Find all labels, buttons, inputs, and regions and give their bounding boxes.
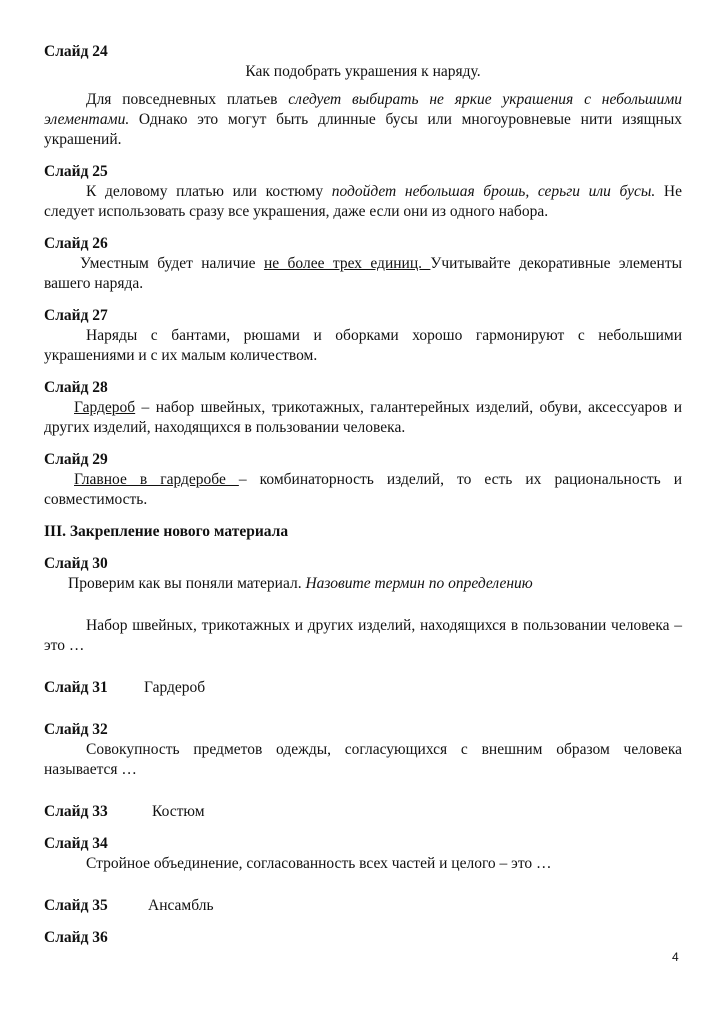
slide-30-heading: Слайд 30 bbox=[44, 555, 108, 572]
slide-28-text: Гардероб – набор швейных, трикотажных, галантерейных изделий, обуви, аксессуаров и других изделий, находящихся в пользовании человека. bbox=[44, 399, 682, 436]
slide-29-text: Главное в гардеробе – комбинаторность изделий, то есть их рациональность и совместимость. bbox=[44, 471, 683, 508]
slide-35-row bbox=[44, 896, 682, 916]
slide-25-emphasis: подойдет небольшая брошь, серьги или бусы. bbox=[331, 183, 656, 200]
slide-29-term: Главное в гардеробе bbox=[74, 471, 239, 488]
slide-28-heading: Слайд 28 bbox=[44, 379, 108, 396]
slide-32-heading: Слайд 32 bbox=[44, 721, 108, 738]
slide-31-heading: Слайд 31 bbox=[44, 679, 108, 696]
slide-24-heading: Слайд 24 bbox=[44, 43, 108, 60]
document-page bbox=[44, 42, 682, 948]
slide-36-heading: Слайд 36 bbox=[44, 929, 108, 946]
slide-25-text: К деловому платью или костюму подойдет небольшая брошь, серьги или бусы. Не следует использовать сразу все украшения, даже если они из одного набора. bbox=[44, 183, 682, 220]
slide-35-answer: Ансамбль bbox=[148, 897, 214, 914]
slide-33-answer: Костюм bbox=[152, 803, 205, 820]
slide-26-text: Уместным будет наличие не более трех единиц. Учитывайте декоративные элементы вашего наряда. bbox=[44, 255, 683, 292]
slide-26-underlined: не более трех единиц. bbox=[263, 255, 431, 272]
slide-30-emphasis: Назовите термин по определению bbox=[305, 575, 533, 592]
page-number: 4 bbox=[672, 950, 679, 964]
slide-33-heading: Слайд 33 bbox=[44, 803, 108, 820]
slide-32-question: Совокупность предметов одежды, согласующихся с внешним образом человека называется … bbox=[44, 741, 682, 778]
slide-27-text: Наряды с бантами, рюшами и оборками хорошо гармонируют с небольшими украшениями и с их малым количеством. bbox=[44, 327, 682, 364]
slide-30-text: Проверим как вы поняли материал. Назовите термин по определению bbox=[68, 575, 533, 592]
slide-26-heading: Слайд 26 bbox=[44, 235, 108, 252]
slide-25-heading: Слайд 25 bbox=[44, 163, 108, 180]
slide-30-question: Набор швейных, трикотажных и других изделий, находящихся в пользовании человека – это … bbox=[44, 617, 682, 654]
slide-29-heading: Слайд 29 bbox=[44, 451, 108, 468]
slide-31-row bbox=[44, 678, 682, 698]
slide-24-subtitle: Как подобрать украшения к наряду. bbox=[245, 63, 481, 80]
slide-34-heading: Слайд 34 bbox=[44, 835, 108, 852]
slide-34-question: Стройное объединение, согласованность всех частей и целого – это … bbox=[86, 855, 552, 872]
slide-24-emphasis: следует выбирать не яркие украшения с небольшими элементами. bbox=[44, 91, 682, 128]
slide-31-answer: Гардероб bbox=[144, 679, 206, 696]
slide-35-heading: Слайд 35 bbox=[44, 897, 108, 914]
slide-27-heading: Слайд 27 bbox=[44, 307, 108, 324]
slide-24-text: Для повседневных платьев следует выбирать не яркие украшения с небольшими элементами. Однако это могут быть длинные бусы или многоуровневые нити изящных украшений. bbox=[44, 91, 682, 148]
slide-33-row bbox=[44, 802, 682, 822]
section-heading: III. Закрепление нового материала bbox=[44, 523, 289, 540]
slide-28-term: Гардероб bbox=[74, 399, 136, 416]
